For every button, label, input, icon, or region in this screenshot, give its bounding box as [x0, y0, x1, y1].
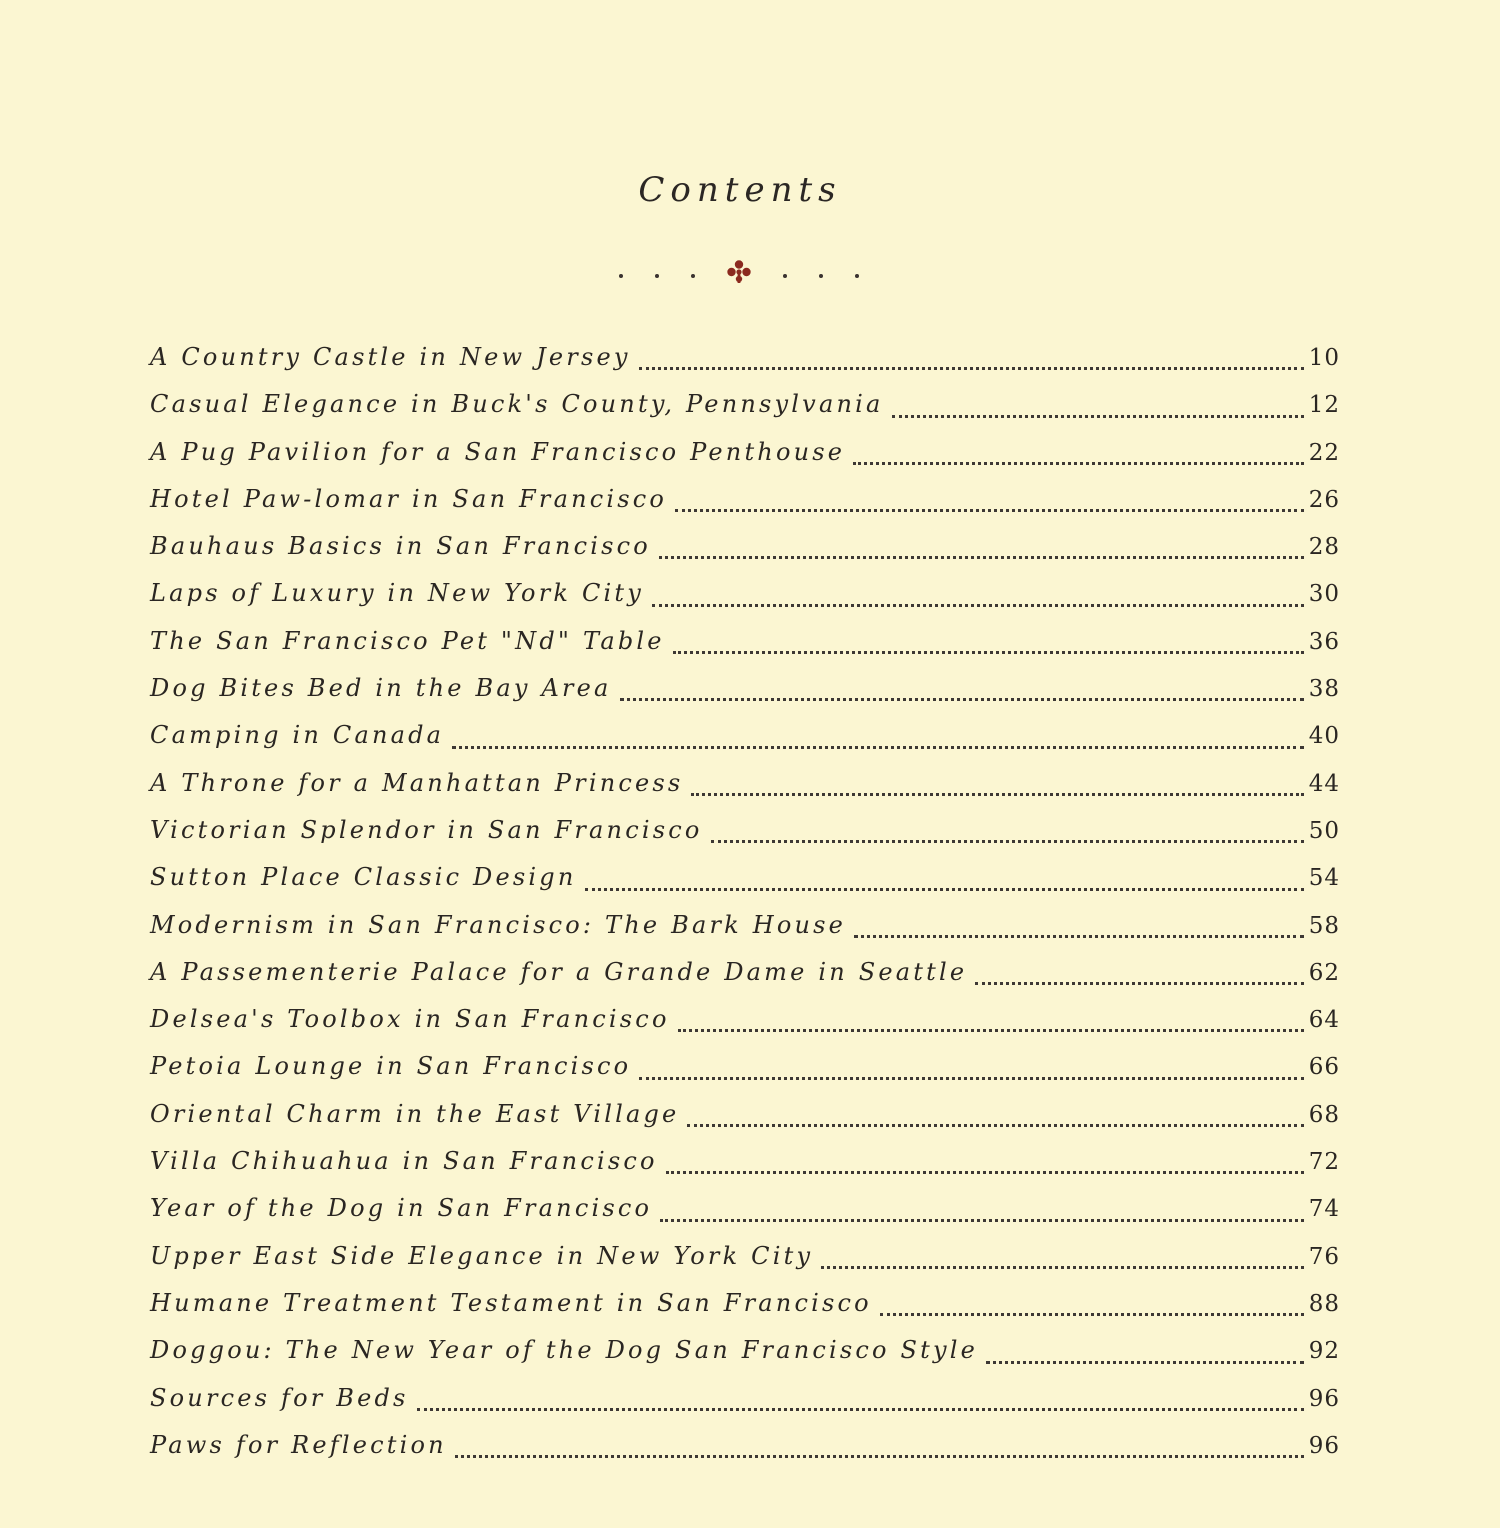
toc-entry[interactable]	[150, 769, 1340, 816]
dot-leader	[585, 888, 1304, 891]
dot-leader	[452, 746, 1304, 749]
divider-dot	[783, 274, 787, 278]
fleuron-icon	[725, 258, 753, 286]
toc-entry[interactable]	[150, 1431, 1340, 1478]
toc-entry-page-number: 36	[1308, 628, 1340, 655]
toc-entry-page-number: 72	[1308, 1149, 1340, 1176]
toc-entry[interactable]	[150, 816, 1340, 863]
dot-leader	[455, 1455, 1304, 1458]
toc-entry-title: Oriental Charm in the East Village	[150, 1099, 680, 1128]
dot-leader	[880, 1313, 1304, 1316]
toc-entry[interactable]	[150, 1384, 1340, 1431]
table-of-contents	[150, 343, 1340, 1478]
toc-entry[interactable]	[150, 627, 1340, 674]
toc-entry-title: A Pug Pavilion for a San Francisco Penthouse	[150, 437, 846, 466]
toc-entry-page-number: 74	[1308, 1196, 1340, 1223]
toc-entry[interactable]	[150, 1100, 1340, 1147]
toc-entry[interactable]	[150, 579, 1340, 626]
toc-entry-page-number: 22	[1308, 439, 1340, 466]
dot-leader	[673, 651, 1304, 654]
toc-entry-title: Humane Treatment Testament in San Francisco	[150, 1288, 872, 1317]
toc-entry-page-number: 62	[1308, 959, 1340, 986]
divider-dot	[819, 274, 823, 278]
toc-entry-title: Petoia Lounge in San Francisco	[150, 1052, 632, 1081]
toc-entry-title: Upper East Side Elegance in New York City	[150, 1241, 814, 1270]
toc-entry-page-number: 58	[1308, 912, 1340, 939]
toc-entry[interactable]	[150, 721, 1340, 768]
toc-entry-title: Camping in Canada	[150, 721, 445, 750]
toc-entry-title: Dog Bites Bed in the Bay Area	[150, 674, 612, 703]
toc-entry[interactable]	[150, 1194, 1340, 1241]
toc-entry[interactable]	[150, 532, 1340, 579]
toc-entry-page-number: 68	[1308, 1101, 1340, 1128]
toc-entry[interactable]	[150, 438, 1340, 485]
toc-entry-page-number: 88	[1308, 1290, 1340, 1317]
dot-leader	[853, 462, 1304, 465]
dot-leader	[691, 793, 1304, 796]
toc-entry-title: Modernism in San Francisco: The Bark House	[150, 910, 847, 939]
dot-leader	[821, 1266, 1304, 1269]
toc-entry[interactable]	[150, 1005, 1340, 1052]
toc-entry-title: A Country Castle in New Jersey	[150, 343, 631, 371]
toc-entry-title: Sutton Place Classic Design	[150, 863, 577, 892]
toc-entry-page-number: 54	[1308, 865, 1340, 892]
toc-entry-page-number: 44	[1308, 770, 1340, 797]
toc-entry[interactable]	[150, 1052, 1340, 1099]
dot-leader	[892, 415, 1305, 418]
dot-leader	[417, 1408, 1304, 1411]
toc-entry[interactable]	[150, 911, 1340, 958]
dot-leader	[975, 982, 1304, 985]
toc-entry-title: A Throne for a Manhattan Princess	[150, 768, 684, 797]
dot-leader	[986, 1361, 1304, 1364]
page-title: Contents	[638, 170, 842, 210]
dot-leader	[666, 1171, 1304, 1174]
toc-entry-title: Paws for Reflection	[150, 1430, 447, 1459]
toc-entry-title: Bauhaus Basics in San Francisco	[150, 532, 651, 561]
toc-entry-page-number: 38	[1308, 676, 1340, 703]
toc-entry-title: Doggou: The New Year of the Dog San Francisco Style	[150, 1336, 979, 1365]
dot-leader	[659, 556, 1304, 559]
divider-dot	[691, 274, 695, 278]
dot-leader	[639, 1077, 1304, 1080]
toc-entry[interactable]	[150, 485, 1340, 532]
dot-leader	[660, 1219, 1304, 1222]
toc-entry[interactable]	[150, 863, 1340, 910]
toc-entry-title: Laps of Luxury in New York City	[150, 579, 644, 608]
toc-entry-title: Casual Elegance in Buck's County, Pennsylvania	[150, 390, 884, 419]
dot-leader	[854, 935, 1304, 938]
dot-leader	[675, 509, 1304, 512]
toc-entry-page-number: 76	[1308, 1243, 1340, 1270]
divider-dot	[855, 274, 859, 278]
divider-dot	[655, 274, 659, 278]
dot-leader	[678, 1029, 1304, 1032]
toc-entry[interactable]	[150, 343, 1340, 390]
toc-entry-page-number: 66	[1308, 1054, 1340, 1081]
toc-entry-page-number: 50	[1308, 817, 1340, 844]
dot-leader	[652, 604, 1304, 607]
toc-entry[interactable]	[150, 390, 1340, 437]
toc-entry-title: Delsea's Toolbox in San Francisco	[150, 1005, 670, 1034]
toc-entry-title: Year of the Dog in San Francisco	[150, 1194, 653, 1223]
dot-leader	[711, 840, 1304, 843]
toc-entry-page-number: 30	[1308, 581, 1340, 608]
toc-entry[interactable]	[150, 1289, 1340, 1336]
toc-entry-title: The San Francisco Pet "Nd" Table	[150, 626, 665, 655]
dot-leader	[687, 1124, 1304, 1127]
toc-entry-title: Villa Chihuahua in San Francisco	[150, 1147, 658, 1176]
toc-entry-page-number: 96	[1308, 1385, 1340, 1412]
toc-entry-page-number: 64	[1308, 1007, 1340, 1034]
divider-dot	[619, 274, 623, 278]
toc-entry-page-number: 96	[1308, 1432, 1340, 1459]
ornament-divider	[0, 258, 1478, 286]
toc-entry-page-number: 92	[1308, 1338, 1340, 1365]
toc-entry[interactable]	[150, 1242, 1340, 1289]
toc-entry[interactable]	[150, 1336, 1340, 1383]
toc-entry-page-number: 26	[1308, 486, 1340, 513]
toc-entry[interactable]	[150, 958, 1340, 1005]
toc-entry-title: Hotel Paw-lomar in San Francisco	[150, 484, 668, 513]
toc-entry-page-number: 12	[1308, 392, 1340, 419]
toc-entry-title: Victorian Splendor in San Francisco	[150, 815, 703, 844]
toc-entry-title: Sources for Beds	[150, 1383, 409, 1412]
toc-entry[interactable]	[150, 674, 1340, 721]
dot-leader	[620, 698, 1304, 701]
toc-entry-page-number: 28	[1308, 534, 1340, 561]
toc-entry-page-number: 40	[1308, 723, 1340, 750]
toc-entry-title: A Passementerie Palace for a Grande Dame in Seattle	[150, 957, 968, 986]
toc-entry[interactable]	[150, 1147, 1340, 1194]
toc-entry-page-number: 10	[1308, 345, 1340, 371]
dot-leader	[639, 367, 1304, 370]
